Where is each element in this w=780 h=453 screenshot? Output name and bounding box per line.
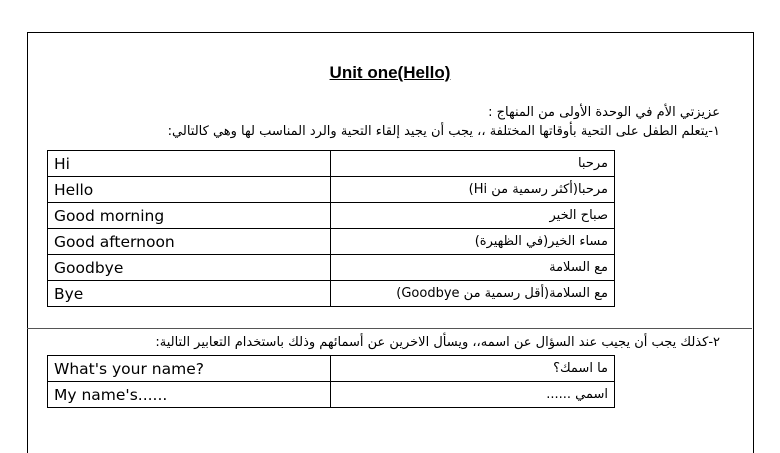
greeting-ar: مرحبا(أكثر رسمية من Hi) <box>331 177 615 203</box>
greeting-ar: مساء الخير(في الظهيرة) <box>331 229 615 255</box>
phrase-en: My name's...... <box>48 382 331 408</box>
table-row <box>48 229 615 255</box>
table-row <box>48 151 615 177</box>
phrase-ar: اسمي ...... <box>331 382 615 408</box>
greetings-table <box>47 150 615 307</box>
greeting-en: Good morning <box>48 203 331 229</box>
table-row <box>48 255 615 281</box>
phrase-en: What's your name? <box>48 356 331 382</box>
names-table <box>47 355 615 408</box>
table-row <box>48 281 615 307</box>
greeting-ar: مع السلامة <box>331 255 615 281</box>
phrase-ar: ما اسمك؟ <box>331 356 615 382</box>
section-divider <box>27 328 752 329</box>
greeting-en: Hello <box>48 177 331 203</box>
greeting-en: Good afternoon <box>48 229 331 255</box>
greeting-ar: مرحبا <box>331 151 615 177</box>
greeting-en: Hi <box>48 151 331 177</box>
unit-title: Unit one(Hello) <box>329 63 451 82</box>
greeting-ar: مع السلامة(أقل رسمية من Goodbye) <box>331 281 615 307</box>
intro-text: عزيزتي الأم في الوحدة الأولى من المنهاج : <box>488 105 720 120</box>
greeting-en: Bye <box>48 281 331 307</box>
point-1-text: ١-يتعلم الطفل على التحية بأوقاتها المختلفة ،، يجب أن يجيد إلقاء التحية والرد المناسب لها وهي كالتالي: <box>167 124 720 139</box>
point-2-text: ٢-كذلك يجب أن يجيب عند السؤال عن اسمه،، ويسأل الاخرين عن أسمائهم وذلك باستخدام التعابير التالية: <box>155 335 720 350</box>
greeting-en: Goodbye <box>48 255 331 281</box>
table-row <box>48 356 615 382</box>
table-row <box>48 203 615 229</box>
table-row <box>48 177 615 203</box>
table-row <box>48 382 615 408</box>
greeting-ar: صباح الخير <box>331 203 615 229</box>
